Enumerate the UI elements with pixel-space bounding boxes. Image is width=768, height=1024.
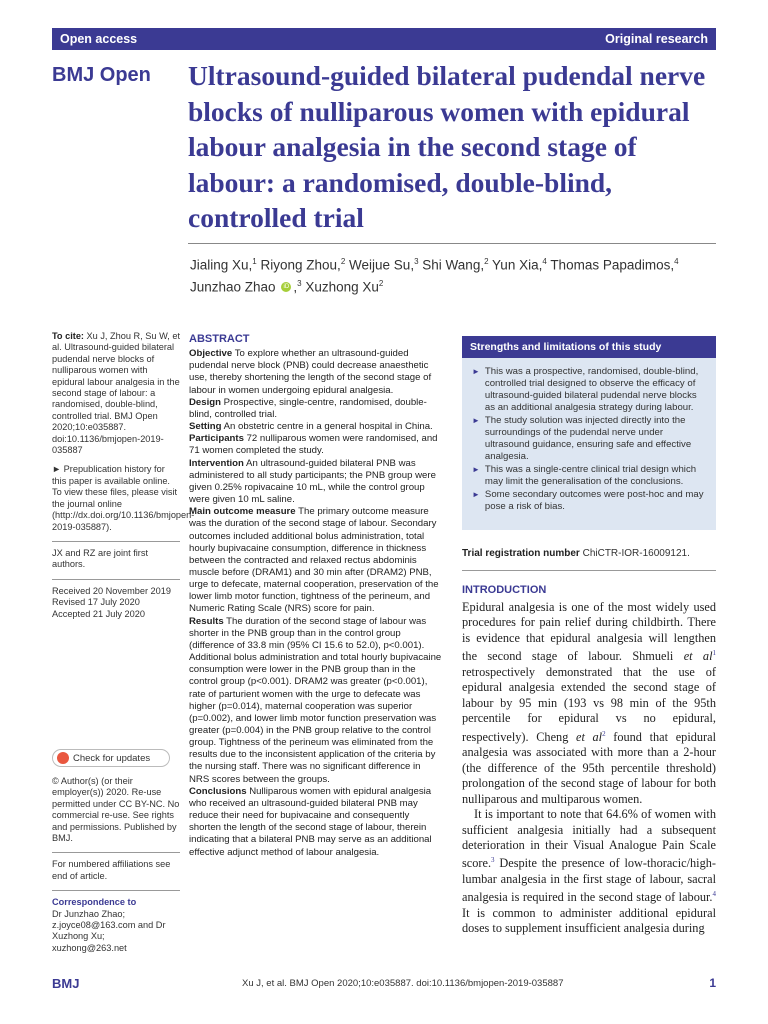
citation-block xyxy=(52,331,180,456)
introduction-heading: INTRODUCTION xyxy=(462,584,547,596)
author: Yun Xia, xyxy=(492,257,543,273)
crossmark-icon xyxy=(57,752,69,764)
intro-paragraph-2: It is important to note that 64.6% of women with sufficient analgesia initially had a subsequent deterioration in their Visual Analogue Pain Scale score.$^3$ Despite the presence of low-thoracic/high-lumbar analgesia in the first stage of labour, sacral analgesia is required in the second stage of labour.$^4$ It is common to administer additional epidural doses to supplement insufficient analgesia during xyxy=(462,807,716,936)
introduction xyxy=(462,584,716,937)
affil-sup: 4 xyxy=(542,257,547,266)
abstract-outcome: Main outcome measure The primary outcome measure was the duration of the second stage of labour. Secondary outcomes included additional bolus administration, total hourly bupivacaine consumption, difference in thickness between the contracted and relaxed rectus abdominis muscle before (DRAM1) and 30 min after (DRAM2) PNB, urge to defecate, maternal cooperation, preservation of the lower limb motor function, tightness of the perineum, and Numeric Rating Scale (NRS) score for pain. xyxy=(189,506,439,615)
list-item: ► The study solution was injected directly into the surroundings of the pudendal nerve under ultrasound guidance, ensuring safe and effective analgesia. xyxy=(472,415,692,462)
intro-paragraph-1: Epidural analgesia is one of the most widely used procedures for pain relief during childbirth. There is evidence that epidural analgesia will lengthen the second stage of labour. Shmueli et $al^1$ retrospectively demonstrated that the use of epidural analgesia extended the second stage of labour by 95 min (193 vs 98 min of the 95th percentile for epidural vs no epidural, respectively). Cheng et $al^2$ found that epidural analgesia was associated with more than a 2-hour (the difference of the 95th percentile threshold) prolongation of the second stage of labour for both nulliparous and multiparous women. xyxy=(462,600,716,806)
article-title: Ultrasound-guided bilateral pudendal nerve blocks of nulliparous women with epidural labour analgesia in the second stage of labour: a randomised, double-blind, controlled trial xyxy=(188,60,706,233)
list-item: ► This was a single-centre clinical trial design which may limit the generalisation of the conclusions. xyxy=(472,464,697,487)
abstract-results: Results The duration of the second stage of labour was shorter in the PNB group than in the control group (difference of 33.8 min (95% CI 15.6 to 52.0), p<0.001). Additional bolus administration and total hourly bupivacaine consumption were lower in the PNB group than in the control group (p<0.001). DRAM2 was greater (p<0.001), rate of parturient women with the urge to defecate was higher (p=0.014), maternal cooperation was superior (p=0.002), and lower limb motor function preservation was greater (p=0.004) in the PNB group relative to the control group. Tightness of the perineum was eliminated from the results due to the inconsistent application of the criteria by the nursing staff. There was no significant difference in NRS scores between the groups. xyxy=(189,615,442,785)
orcid-icon[interactable]: iD xyxy=(281,282,291,292)
affil-sup: 2 xyxy=(340,257,346,266)
page-number: 1 xyxy=(709,976,716,990)
strengths-heading: Strengths and limitations of this study xyxy=(462,336,716,358)
author: Thomas Papadimos, xyxy=(550,257,675,273)
ref-link[interactable]: 4 xyxy=(712,890,716,899)
author: , xyxy=(293,279,298,294)
bullet-triangle-icon: ► xyxy=(472,416,480,425)
affil-sup: 1 xyxy=(252,257,257,266)
trial-label: Trial registration number xyxy=(462,548,580,559)
correspondence-text[interactable]: Dr Junzhao Zhao; z.joyce08@163.com and Dr Xuzhong Xu; xuzhong@263.net xyxy=(52,908,166,953)
list-item: ► This was a prospective, randomised, double-blind, controlled trial designed to observe the efficacy of ultrasound-guided bilateral pudendal nerve blocks as an additional analgesia strategy during labour. xyxy=(472,366,699,413)
bullet-triangle-icon: ► xyxy=(472,490,480,499)
top-bar xyxy=(52,28,716,50)
sidebar-divider xyxy=(52,541,180,542)
ref-link[interactable]: 2 xyxy=(602,729,606,738)
strengths-box xyxy=(462,336,716,530)
affil-sup: 2 xyxy=(484,257,489,266)
abstract-participants: Participants 72 nulliparous women were randomised, and 71 women completed the study. xyxy=(189,433,438,457)
author: Xuzhong Xu xyxy=(305,279,379,294)
prepub-note[interactable]: ► Prepublication history for this paper is available online. To view these files, please visit the journal online (http://dx.doi.org/10.1136/bmjopen-2019-035887). xyxy=(52,464,195,532)
abstract-intervention: Intervention An ultrasound-guided bilateral PNB was administered to all study participants; the PNB group were given 0.25% ropivacaine 10 mL, while the control group were given 10 mL saline. xyxy=(189,457,436,506)
trial-registration xyxy=(462,548,716,559)
joint-authors-note: JX and RZ are joint first authors. xyxy=(52,547,148,570)
sidebar-lower xyxy=(52,776,180,954)
revised-date: Revised 17 July 2020 xyxy=(52,597,140,608)
accepted-date: Accepted 21 July 2020 xyxy=(52,608,145,619)
cite-text: Xu J, Zhou R, Su W, et al. Ultrasound-guided bilateral pudendal nerve blocks of nulliparous women with epidural labour analgesia in the second stage of labour: a randomised, double-blind, controlled trial. BMJ Open 2020;10:e035887. doi:10.1136/bmjopen-2019-035887 xyxy=(52,331,180,456)
abstract-setting: Setting An obstetric centre in a general hospital in China. xyxy=(189,421,433,433)
sidebar-divider xyxy=(52,890,180,891)
list-item: ► Some secondary outcomes were post-hoc and may pose a risk of bias. xyxy=(472,489,704,512)
trial-number[interactable]: ChiCTR-IOR-16009121. xyxy=(579,548,690,559)
footer-citation: Xu J, et al. BMJ Open 2020;10:e035887. doi:10.1136/bmjopen-2019-035887 xyxy=(242,978,564,989)
strengths-list xyxy=(462,358,716,513)
bmj-logo: BMJ xyxy=(52,976,80,991)
abstract-heading: ABSTRACT xyxy=(189,333,250,345)
copyright-note: © Author(s) (or their employer(s)) 2020. Re-use permitted under CC BY-NC. No commercial re-use. See rights and permissions. Published by BMJ. xyxy=(52,776,180,844)
bullet-triangle-icon: ► xyxy=(472,367,480,376)
trial-divider xyxy=(462,570,716,571)
affil-sup: 3 xyxy=(414,257,419,266)
abstract-conclusions: Conclusions Nulliparous women with epidural analgesia who received an ultrasound-guided bilateral PNB may reduce their need for bupivacaine and consequently shorten the length of the second stage of labour, therein indicating that a bilateral PNB may serve as an additional effective adjunct method of labour analgesia. xyxy=(189,785,432,858)
abstract-objective: Objective To explore whether an ultrasound-guided pudendal nerve block (PNB) could decrease anaesthetic use, thereby shortening the length of the second stage of labour in women undergoing epidural analgesia. xyxy=(189,348,432,396)
author-list xyxy=(190,253,716,296)
affiliations-note: For numbered affiliations see end of article. xyxy=(52,859,171,881)
author: Junzhao Zhao xyxy=(190,279,276,294)
abstract xyxy=(189,333,443,859)
affil-sup: 4 xyxy=(674,257,679,266)
sidebar-column xyxy=(52,331,195,620)
author: Shi Wang, xyxy=(422,257,485,273)
bullet-triangle-icon: ► xyxy=(472,465,480,474)
title-divider xyxy=(188,243,716,244)
author: Riyong Zhou, xyxy=(260,257,341,273)
ref-link[interactable]: 3 xyxy=(491,856,495,865)
check-updates-label: Check for updates xyxy=(73,752,151,764)
sidebar-divider xyxy=(52,852,180,853)
affil-sup: 3 xyxy=(297,278,302,288)
affil-sup: 2 xyxy=(378,278,384,288)
abstract-design: Design Prospective, single-centre, randomised, double-blind, controlled trial. xyxy=(189,396,427,420)
received-date: Received 20 November 2019 xyxy=(52,585,171,596)
check-for-updates-button[interactable] xyxy=(52,749,170,767)
ref-link[interactable]: 1 xyxy=(712,649,716,658)
sidebar-divider xyxy=(52,579,180,580)
journal-logo: BMJ Open xyxy=(52,64,151,86)
author: Weijue Su, xyxy=(349,257,415,273)
author: Jialing Xu, xyxy=(190,257,253,273)
open-access-label: Open access xyxy=(60,32,138,46)
article-type-label: Original research xyxy=(605,32,708,46)
correspondence-heading: Correspondence to xyxy=(52,897,137,908)
cite-label: To cite: xyxy=(52,331,84,341)
